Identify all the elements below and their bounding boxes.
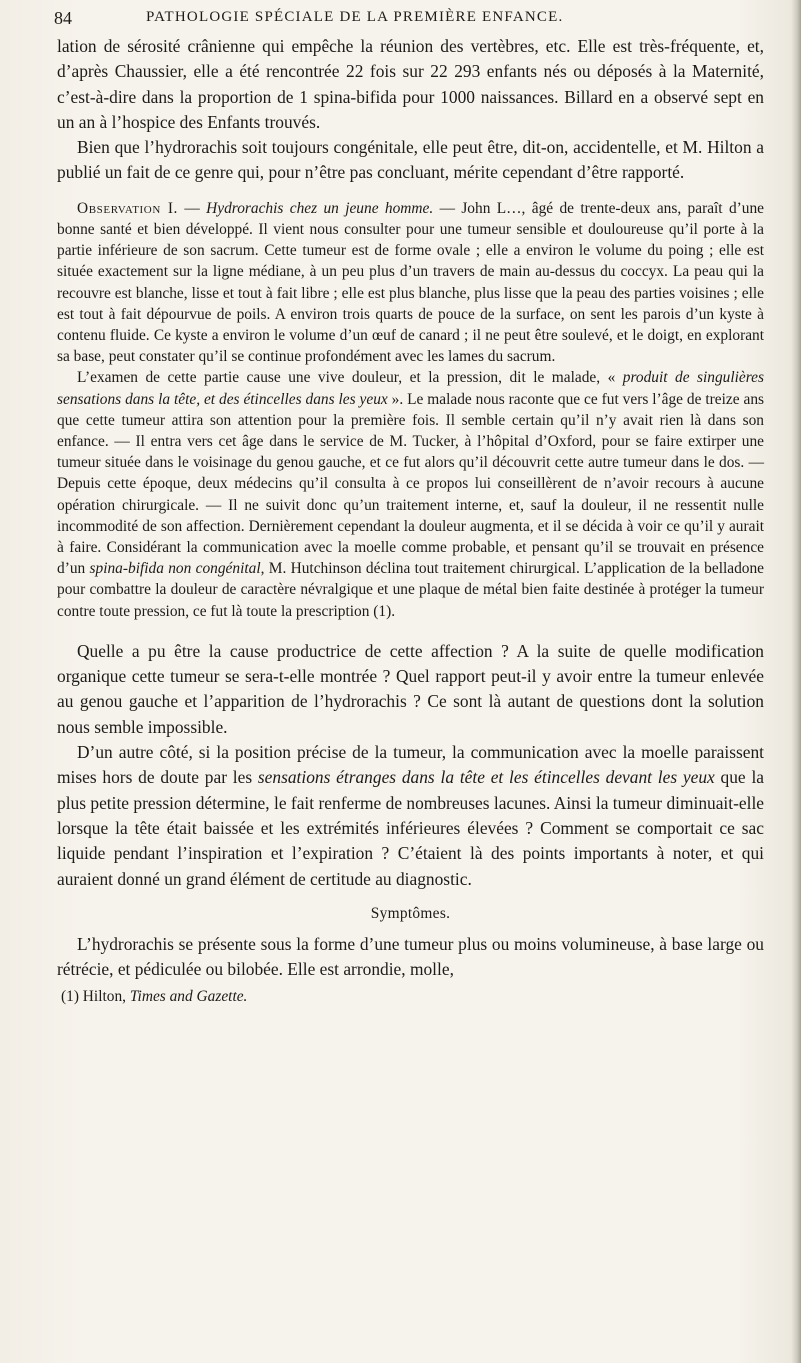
paragraph-symptoms: L’hydrorachis se présente sous la forme d’une tumeur plus ou moins volumineuse, à base large ou rétrécie, et pédiculée ou bilobée. Elle est arrondie, molle,	[57, 933, 764, 980]
discussion-italic: sensations étranges dans la tête et les étincelles devant les yeux	[257, 767, 715, 788]
page-header	[54, 5, 754, 29]
paragraph-hilton-intro: Bien que l’hydrorachis soit toujours congénitale, elle peut être, dit-on, accidentelle, et M. Hilton a publié un fait de ce genre qui, pour n’être pas concluant, mérite cependant d’être rapporté.	[57, 137, 764, 183]
page-edge-shadow	[791, 0, 801, 1363]
observation-text: — John L…, âgé de trente-deux ans, paraît d’une bonne santé et bien développé. Il vient nous consulter pour une tumeur sensible et douloureuse qu’il porte à la partie inférieure de son sacrum. Cette tumeur est de forme ovale ; elle a environ le volume du poing ; elle est située exactement sur la ligne médiane, à un peu plus d’un travers de main au-dessus du coccyx. La peau qui la recouvre est blanche, lisse et tout à fait libre ; elle est plus blanche, plus lisse que la peau des parties voisines ; elle est tout à fait dépourvue de poils. A environ trois quarts de pouce de la surface, on sent les parois d’un kyste à contenu fluide. Ce kyste a environ le volume d’un œuf de canard ; il ne peut être soulevé, et le doigt, en explorant sa base, peut constater qu’il se continue profondément avec les lames du sacrum.	[57, 199, 764, 366]
paragraph-questions: Quelle a pu être la cause productrice de cette affection ? A la suite de quelle modification organique cette tumeur se sera-t-elle montrée ? Quel rapport peut-il y avoir entre la tumeur enlevée au genou gauche et l’apparition de l’hydrorachis ? Ce sont là autant de questions dont la solution nous semble impossible.	[57, 640, 764, 737]
section-heading: Symptômes.	[370, 904, 451, 922]
footnote-source: Times and Gazette.	[129, 988, 248, 1006]
paragraph-continuation: lation de sérosité crânienne qui empêche la réunion des vertèbres, etc. Elle est très-fréquente, et, d’après Chaussier, elle a été rencontrée 22 fois sur 22 293 enfants nés ou déposés à la Maternité, c’est-à-dire dans la proportion de 1 spina-bifida pour 1000 naissances. Billard en a observé sept en un an à l’hospice des Enfants trouvés.	[57, 36, 764, 132]
obs-italic-term: spina-bifida non congénital	[89, 560, 261, 578]
discussion-text-2: que la plus petite pression détermine, le fait renferme de nombreuses lacunes. Ainsi la tumeur diminuait-elle lorsque la tête était baissée et les extrémités inférieures élevées ? Comment se comportait ce sac liquide pendant l’inspiration et l’expiration ? C’étaient là des points importants à noter, et qui auraient donné un grand élément de certitude au diagnostic.	[57, 767, 764, 889]
observation-paragraph-2	[57, 367, 764, 621]
obs-text-1: L’examen de cette partie cause une vive douleur, et la pression, dit le malade, «	[77, 369, 623, 387]
observation-paragraph	[57, 198, 764, 368]
footnote-author: Hilton,	[78, 988, 130, 1006]
discussion-text-1: D’un autre côté, si la position précise de la tumeur, la communication avec la moelle paraissent mises hors de doute par les	[57, 742, 764, 788]
paragraph-discussion	[57, 740, 764, 892]
page-body	[57, 34, 764, 1007]
obs-italic-quote: produit de singulières sensations dans la tête, et des étincelles dans les yeux	[57, 369, 764, 408]
observation-dash: —	[178, 199, 207, 217]
running-head: PATHOLOGIE SPÉCIALE DE LA PREMIÈRE ENFANCE.	[146, 9, 564, 25]
observation-title: Hydrorachis chez un jeune homme.	[206, 199, 434, 217]
observation-label: Observation I.	[77, 199, 179, 217]
footnote	[57, 986, 764, 1007]
footnote-marker: (1)	[61, 988, 79, 1006]
obs-text-2: ». Le malade nous raconte que ce fut vers l’âge de treize ans que cette tumeur attira son attention pour la première fois. Il semble certain qu’il n’y avait rien là dans son enfance. — Il entra vers cet âge dans le service de M. Tucker, à l’hôpital d’Oxford, pour se faire extirper une tumeur située dans le voisinage du genou gauche, et ce fut alors qu’il découvrit cette autre tumeur dans le dos. — Depuis cette époque, deux médecins qu’il consulta à ce propos lui conseillèrent de n’avoir recours à aucune opération chirurgicale. — Il ne suivit donc qu’un traitement interne, et, sauf la douleur, il ne ressentit nulle incommodité de son affection. Dernièrement cependant la douleur augmenta, et il se décida à voir ce qu’il y aurait à faire. Considérant la communication avec la moelle comme probable, et pensant qu’il se trouvait en présence d’un	[57, 390, 765, 578]
obs-text-3: , M. Hutchinson déclina tout traitement chirurgical. L’application de la belladone pour combattre la douleur de caractère névralgique et une plaque de métal bien faite destinée à protéger la tumeur contre toute pression, ce fut là toute la prescription (1).	[57, 560, 765, 620]
page-number: 84	[54, 8, 72, 28]
